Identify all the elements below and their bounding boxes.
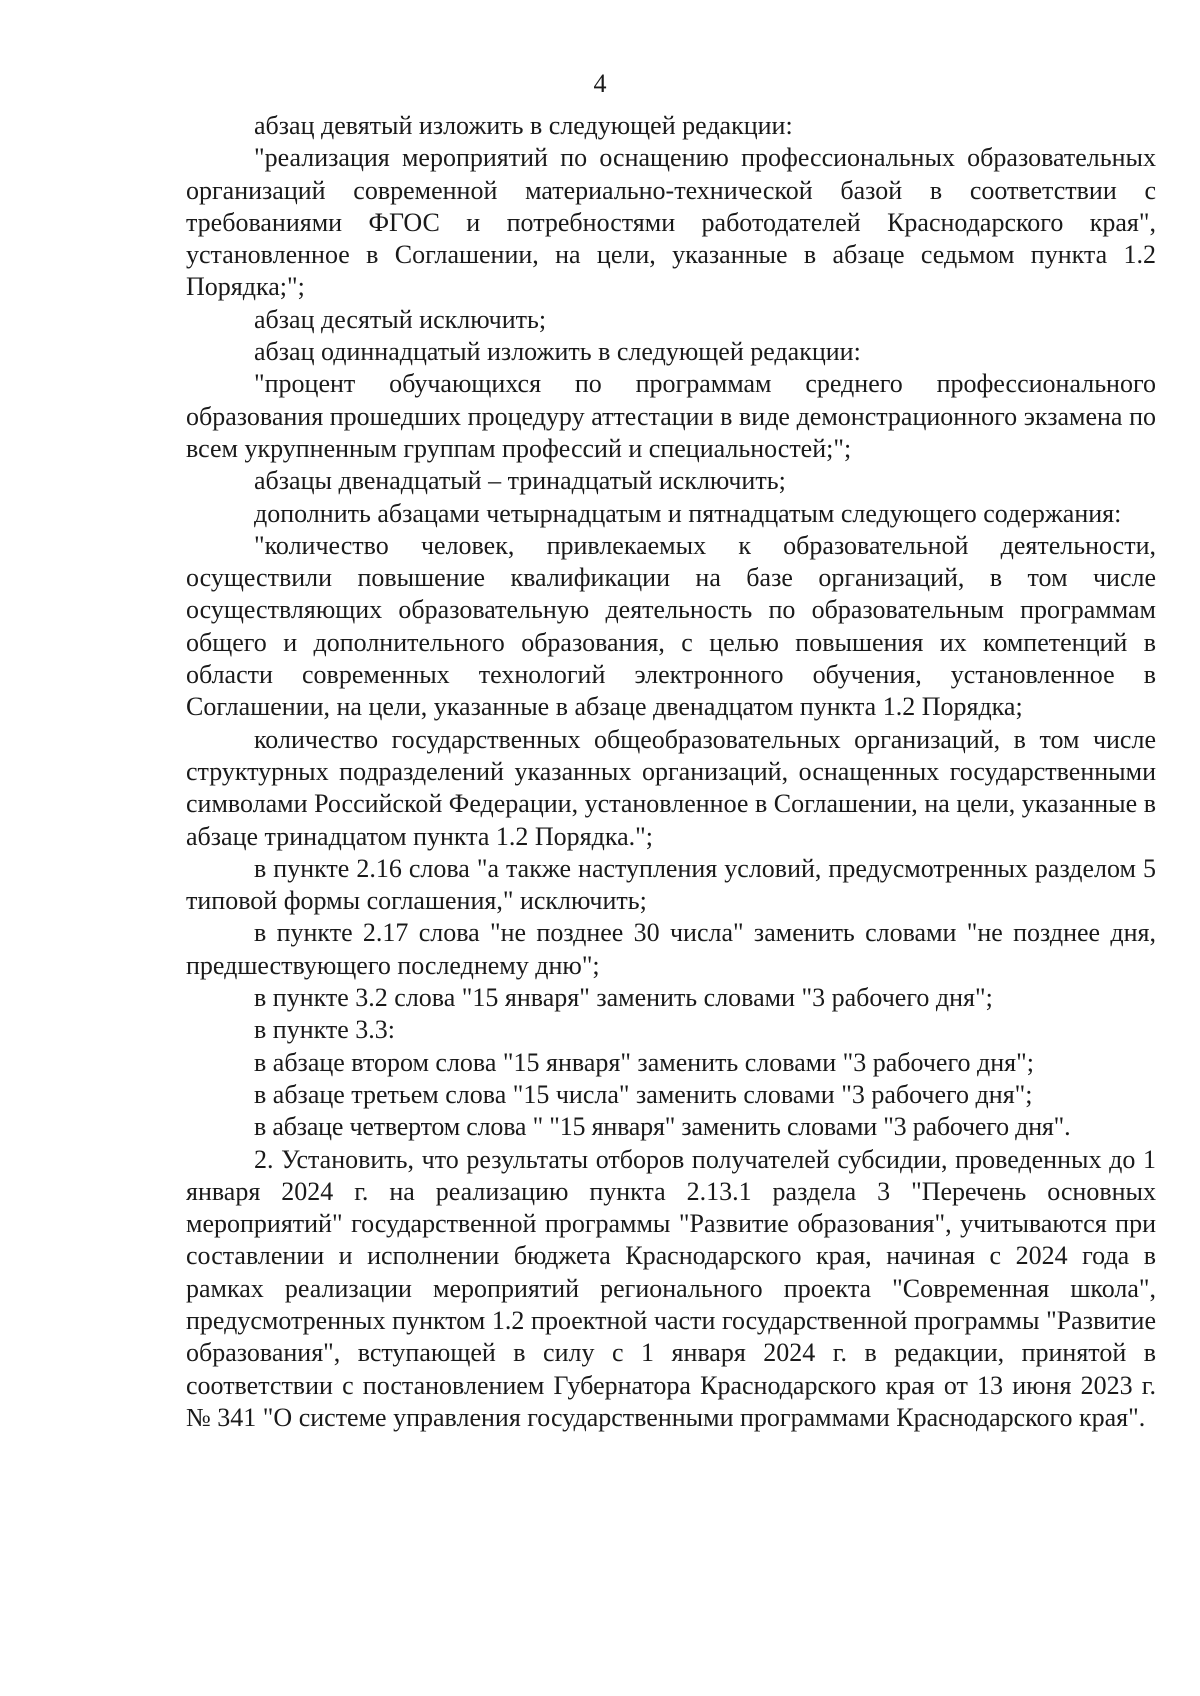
paragraph-15: в абзаце третьем слова "15 числа" заменить словами "3 рабочего дня"; <box>254 1079 1033 1109</box>
paragraph-11: в пункте 2.17 слова "не позднее 30 числа" заменить словами "не позднее дня, предшествующего последнему дню"; <box>186 918 1156 980</box>
document-body <box>186 110 1156 1434</box>
paragraph-7: дополнить абзацами четырнадцатым и пятнадцатым следующего содержания: <box>254 498 1122 528</box>
paragraph-6: абзацы двенадцатый – тринадцатый исключить; <box>254 466 786 496</box>
paragraph-8: "количество человек, привлекаемых к образовательной деятельности, осуществили повышение квалификации на базе организаций, в том числе осуществляющих образовательную деятельность по образовательным программам общего и дополнительного образования, с целью повышения их компетенций в области современных технологий электронного обучения, установленное в Соглашении, на цели, указанные в абзаце двенадцатом пункта 1.2 Порядка; <box>186 530 1156 722</box>
paragraph-3: абзац десятый исключить; <box>254 304 547 334</box>
paragraph-5: "процент обучающихся по программам среднего профессионального образования прошедших процедуру аттестации в виде демонстрационного экзамена по всем укрупненным группам профессий и специальностей;"; <box>186 369 1156 463</box>
paragraph-1: абзац девятый изложить в следующей редакции: <box>254 111 793 140</box>
paragraph-4: абзац одиннадцатый изложить в следующей редакции: <box>254 337 861 367</box>
paragraph-2: "реализация мероприятий по оснащению профессиональных образовательных организаций современной материально-технической базой в соответствии с требованиями ФГОС и потребностями работодателей Краснодарского края", установленное в Соглашении, на цели, указанные в абзаце седьмом пункта 1.2 Порядка;"; <box>186 143 1156 302</box>
paragraph-16: в абзаце четвертом слова " "15 января" заменить словами "3 рабочего дня". <box>254 1112 1071 1142</box>
paragraph-14: в абзаце втором слова "15 января" заменить словами "3 рабочего дня"; <box>254 1047 1034 1077</box>
paragraph-10: в пункте 2.16 слова "а также наступления условий, предусмотренных разделом 5 типовой формы соглашения," исключить; <box>186 853 1156 916</box>
paragraph-17: 2. Установить, что результаты отборов получателей субсидии, проведенных до 1 января 2024 г. на реализацию пункта 2.13.1 раздела 3 "Перечень основных мероприятий" государственной программы "Развитие образования", учитываются при составлении и исполнении бюджета Краснодарского края, начиная с 2024 года в рамках реализации мероприятий регионального проекта "Современная школа", предусмотренных пунктом 1.2 проектной части государственной программы "Развитие образования", вступающей в силу с 1 января 2024 г. в редакции, принятой в соответствии с постановлением Губернатора Краснодарского края от 13 июня 2023 г. № 341 "О системе управления государственными программами Краснодарского края". <box>186 1144 1156 1432</box>
paragraph-9: количество государственных общеобразовательных организаций, в том числе структурных подразделений указанных организаций, оснащенных государственными символами Российской Федерации, установленное в Соглашении, на цели, указанные в абзаце тринадцатом пункта 1.2 Порядка."; <box>186 724 1156 851</box>
page-number: 4 <box>593 69 607 98</box>
paragraph-13: в пункте 3.3: <box>254 1015 396 1045</box>
paragraph-12: в пункте 3.2 слова "15 января" заменить словами "3 рабочего дня"; <box>254 983 993 1013</box>
